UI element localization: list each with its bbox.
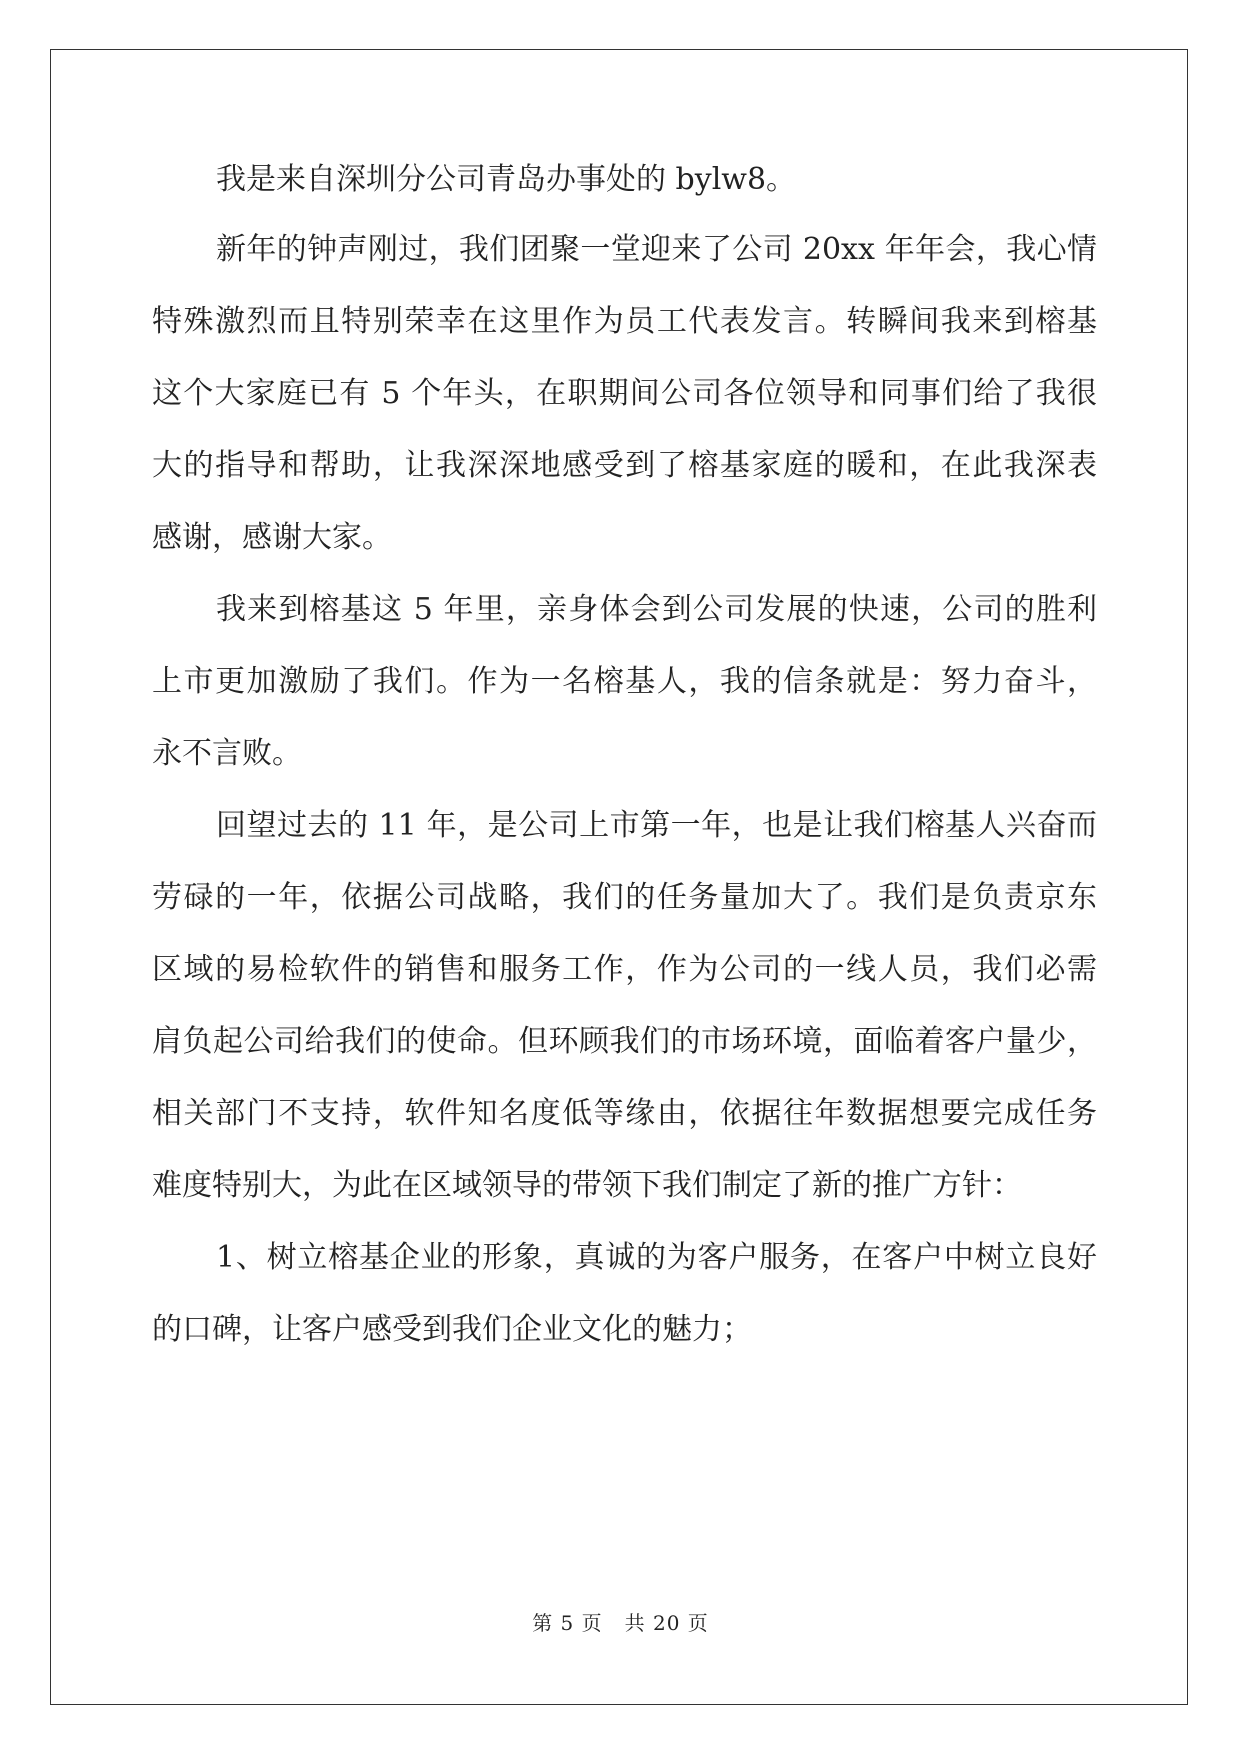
paragraph-line: 特殊激烈而且特别荣幸在这里作为员工代表发言。转瞬间我来到榕基 (152, 304, 1097, 339)
paragraph-line: 上市更加激励了我们。作为一名榕基人，我的信条就是：努力奋斗， (152, 664, 1097, 699)
page-border (50, 49, 1188, 1705)
page-number: 第 5 页 (532, 1611, 603, 1635)
page-total: 共 20 页 (624, 1611, 709, 1635)
paragraph-line: 感谢，感谢大家。 (152, 520, 392, 555)
paragraph-line: 劳碌的一年，依据公司战略，我们的任务量加大了。我们是负责京东 (152, 880, 1097, 915)
paragraph-line: 肩负起公司给我们的使命。但环顾我们的市场环境，面临着客户量少， (152, 1024, 1097, 1059)
list-item-line: 1、树立榕基企业的形象，真诚的为客户服务，在客户中树立良好 (216, 1240, 1097, 1275)
paragraph-line: 我是来自深圳分公司青岛办事处的 bylw8。 (216, 162, 797, 197)
paragraph-line: 相关部门不支持，软件知名度低等缘由，依据往年数据想要完成任务 (152, 1096, 1097, 1131)
paragraph-line: 我来到榕基这 5 年里，亲身体会到公司发展的快速，公司的胜利 (216, 592, 1097, 627)
paragraph-line: 大的指导和帮助，让我深深地感受到了榕基家庭的暖和，在此我深表 (152, 448, 1097, 483)
page-footer (0, 1607, 1241, 1636)
paragraph-line: 这个大家庭已有 5 个年头，在职期间公司各位领导和同事们给了我很 (152, 376, 1097, 411)
paragraph-line: 区域的易检软件的销售和服务工作，作为公司的一线人员，我们必需 (152, 952, 1097, 987)
paragraph-line: 难度特别大，为此在区域领导的带领下我们制定了新的推广方针： (152, 1168, 1022, 1203)
paragraph-line: 永不言败。 (152, 736, 302, 771)
paragraph-line: 新年的钟声刚过，我们团聚一堂迎来了公司 20xx 年年会，我心情 (216, 232, 1097, 267)
paragraph-line: 回望过去的 11 年，是公司上市第一年，也是让我们榕基人兴奋而 (216, 808, 1097, 843)
list-item-line: 的口碑，让客户感受到我们企业文化的魅力； (152, 1312, 752, 1347)
